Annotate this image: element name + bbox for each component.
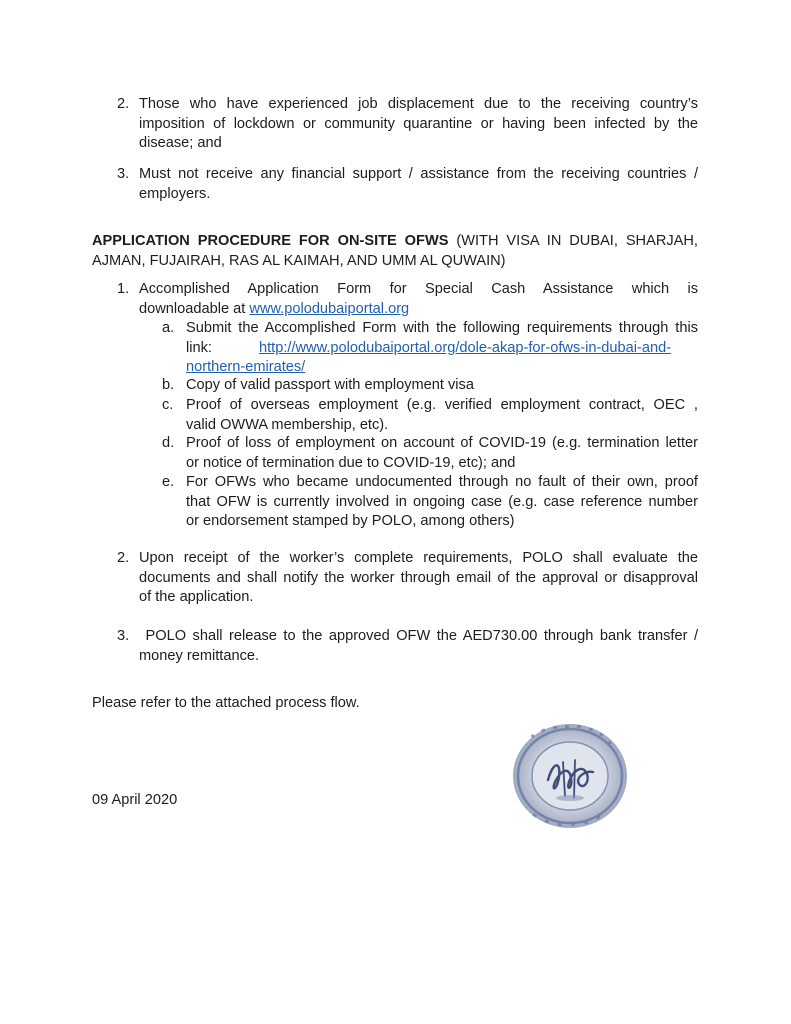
procedure-title-line2: AJMAN, FUJAIRAH, RAS AL KAIMAH, AND UMM AL QUWAIN) [92,252,506,269]
process-flow-note: Please refer to the attached process flow. [92,695,360,711]
link-label: link: [186,339,212,356]
step-text-line: POLO shall release to the approved OFW the AED730.00 through bank transfer / [139,628,698,644]
procedure-title-rest: (WITH VISA IN DUBAI, SHARJAH, [448,233,698,249]
document-date: 09 April 2020 [92,792,178,808]
item-number: 3. [117,166,130,182]
requirement-letter: c. [162,397,174,413]
application-link[interactable]: http://www.polodubaiportal.org/dole-akap-for-ofws-in-dubai-and- [259,339,672,356]
procedure-title-bold: APPLICATION PROCEDURE FOR ON-SITE OFWS [92,233,449,249]
step-text-line: money remittance. [139,647,260,664]
requirement-letter: a. [162,320,175,336]
requirement-text-line: or endorsement stamped by POLO, among others) [186,513,515,530]
step-text-line: of the application. [139,589,254,606]
item-text-line: Must not receive any financial support / assistance from the receiving countries / [139,166,698,182]
step-number: 3. [117,628,130,644]
step-text-line: Upon receipt of the worker’s complete requirements, POLO shall evaluate the [139,550,698,566]
requirement-text-line: or notice of termination due to COVID-19, etc); and [186,454,516,471]
step-number: 2. [117,550,130,566]
official-seal-icon [511,722,629,830]
requirement-letter: b. [162,377,175,393]
item-number: 2. [117,96,130,112]
item-text-line: imposition of lockdown or community quarantine or having been infected by the [139,115,698,132]
requirement-text-line: Submit the Accomplished Form with the following requirements through this [186,320,698,336]
requirement-text-line: that OFW is currently involved in ongoing case (e.g. case reference number [186,493,698,510]
step-text-line: Accomplished Application Form for Special Cash Assistance which is [139,281,698,297]
portal-link[interactable]: www.polodubaiportal.org [249,300,410,317]
application-link-continued[interactable]: northern-emirates/ [186,359,306,376]
step-number: 1. [117,281,130,297]
requirement-letter: e. [162,474,175,490]
requirement-text-line: Copy of valid passport with employment visa [186,377,474,393]
item-text-line: Those who have experienced job displacement due to the receiving country’s [139,96,698,112]
step-text-line: documents and shall notify the worker through email of the approval or disapproval [139,569,698,586]
requirement-text-line: valid OWWA membership, etc). [186,416,389,433]
requirement-text-line: Proof of overseas employment (e.g. verified employment contract, OEC , [186,397,698,413]
step-text: downloadable at [139,300,250,317]
item-text-line: disease; and [139,135,222,152]
requirement-text-line: Proof of loss of employment on account of COVID-19 (e.g. termination letter [186,435,698,451]
item-text-line: employers. [139,185,211,202]
requirement-letter: d. [162,435,175,451]
requirement-text-line: For OFWs who became undocumented through no fault of their own, proof [186,474,698,490]
procedure-heading [92,232,698,271]
